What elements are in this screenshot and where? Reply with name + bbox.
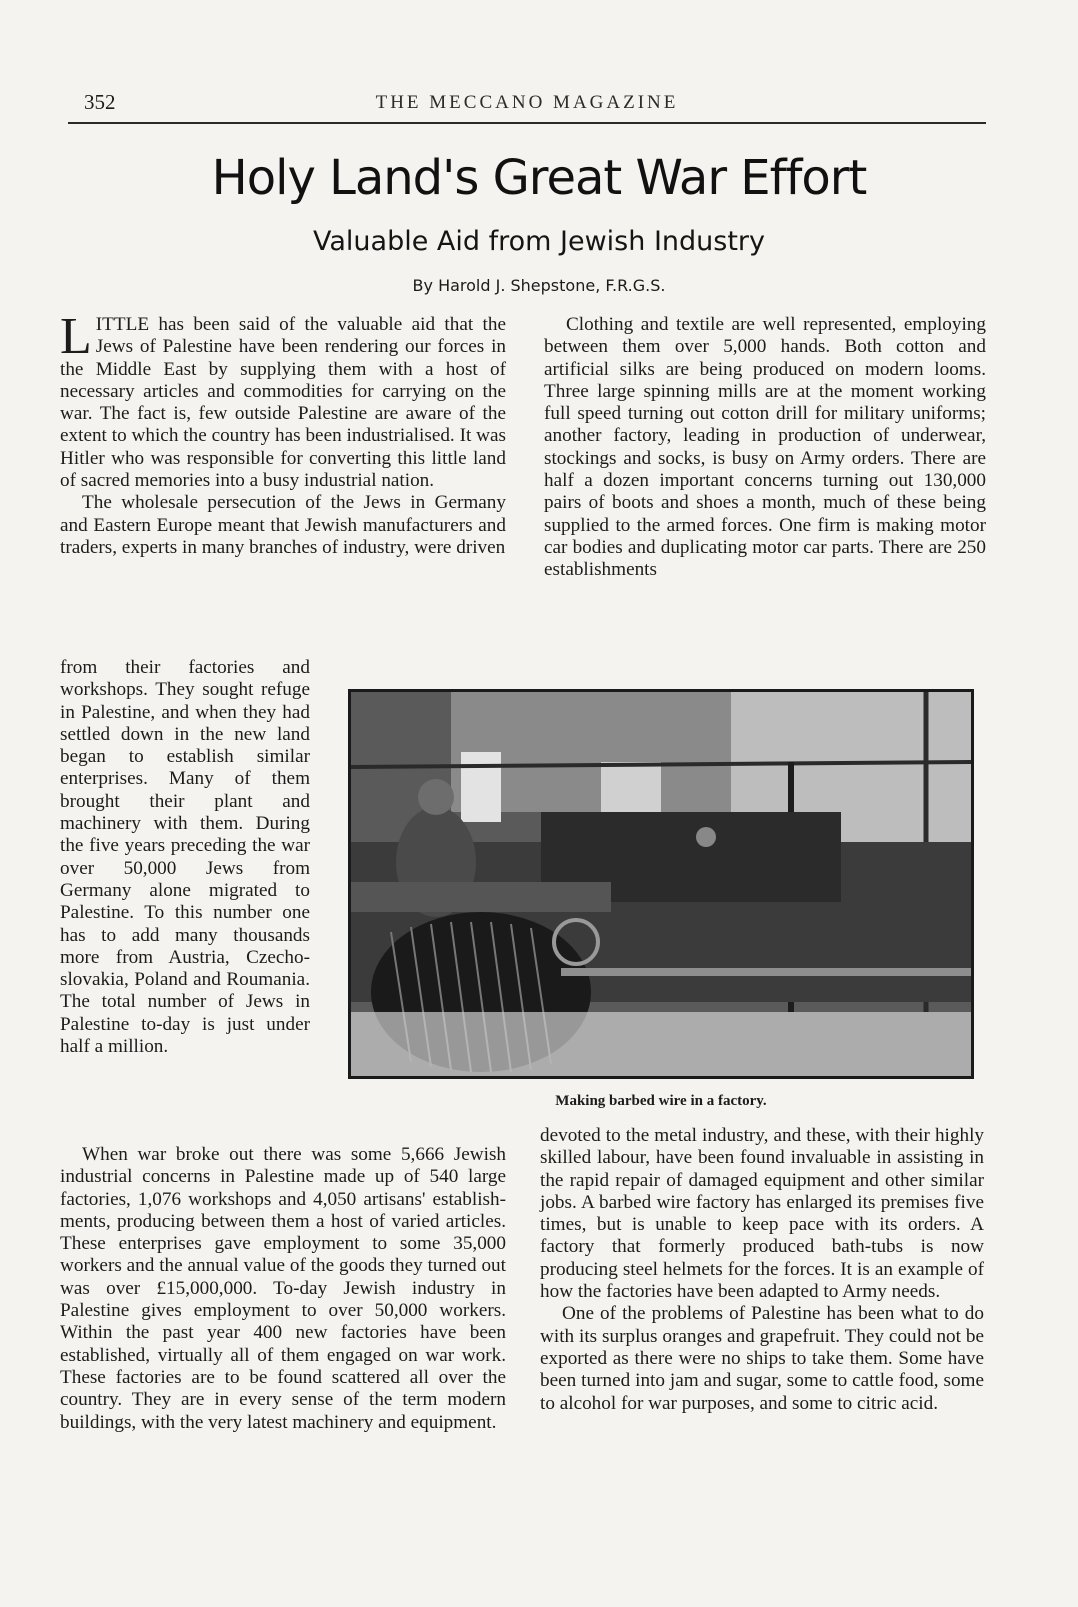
- paragraph-clothing: Clothing and textile are well represented, employing between them over 5,000 hands. Both cotton and artificial silks are being produced on modern looms. Three large spinning mills are at the moment working full speed turning out cotton drill for military uniforms; another factory, leading in production of underwear, stockings and socks, is busy on Army orders. There are half a dozen important concerns turning out 130,000 pairs of boots and shoes a month, much of these being supplied to the armed forces. One firm is making motor car bodies and duplicating motor car parts. There are 250 establishments: [544, 314, 986, 581]
- article-byline: By Harold J. Shepstone, F.R.G.S.: [412, 276, 666, 295]
- drop-cap: L: [60, 308, 92, 365]
- left-column-bottom: [60, 1144, 506, 1434]
- article-subtitle: Valuable Aid from Jewish Industry: [313, 226, 765, 257]
- paragraph-persecution-cont: from their factories and workshops. They sought refuge in Palestine, and when they had settled down in the new land began to establish similar enterprises. Many of them brought their plant and machinery with them. During the five years preceding the war over 50,000 Jews from Germany alone migrated to Palestine. To this number one has to add many thousands more from Austria, Czechoslovakia, Poland and Roumania. The total number of Jews in Palestine to-day is just under half a million.: [60, 657, 310, 1058]
- right-column-top: [544, 314, 986, 582]
- left-column-top: [60, 308, 506, 559]
- left-column-beside-photo: [60, 657, 310, 1058]
- factory-photo: [348, 689, 974, 1079]
- page-number: 352: [84, 90, 116, 114]
- right-column-bottom: [540, 1125, 984, 1415]
- paragraph-oranges: One of the problems of Palestine has been what to do with its surplus oranges and grapefruit. They could not be exported as there were no ships to take them. Some have been turned into jam and sugar, some to cattle food, some to alcohol for war purposes, and some to citric acid.: [540, 1303, 984, 1414]
- page-header: [68, 90, 986, 124]
- paragraph-persecution: The wholesale persecution of the Jews in Germany and Eastern Europe meant that Jewish manufacturers and traders, experts in many branches of industry, were driven: [60, 492, 506, 558]
- paragraph-metal-industry: devoted to the metal industry, and these, with their highly skilled labour, have been found invaluable in assisting in the rapid repair of damaged equipment and other similar jobs. A barbed wire factory has enlarged its premises five times, but is unable to keep pace with its orders. A factory that formerly produced bath-tubs is now producing steel helmets for the forces. It is an example of how the factories have been adapted to Army needs.: [540, 1125, 984, 1303]
- photo-caption: Making barbed wire in a factory.: [555, 1093, 767, 1109]
- article-title: Holy Land's Great War Effort: [211, 150, 867, 206]
- factory-photo-image: [351, 692, 971, 1076]
- paragraph-intro-text: ITTLE has been said of the valuable aid that the Jews of Palestine have been rendering our forces in the Middle East by supplying them with a host of necessary articles and commodities for carrying on the war. The fact is, few outside Palestine are aware of the extent to which the country has been industrialised. It was Hitler who was responsible for converting this little land of sacred memories into a busy industrial nation.: [60, 314, 506, 492]
- magazine-title: THE MECCANO MAGAZINE: [375, 92, 679, 113]
- paragraph-intro: [60, 308, 506, 492]
- paragraph-war-outbreak: When war broke out there was some 5,666 Jewish industrial concerns in Palestine made up of 540 large factories, 1,076 workshops and 4,050 artisans' establishments, producing between them a host of varied articles. These enterprises gave employment to some 35,000 workers and the annual value of the goods they turned out was over £15,000,000. To-day Jewish industry in Palestine gives employment to over 50,000 workers. Within the past year 400 new factories have been established, virtually all of them engaged on war work. These factories are to be found scattered all over the country. They are in every sense of the term modern buildings, with the very latest machinery and equipment.: [60, 1144, 506, 1433]
